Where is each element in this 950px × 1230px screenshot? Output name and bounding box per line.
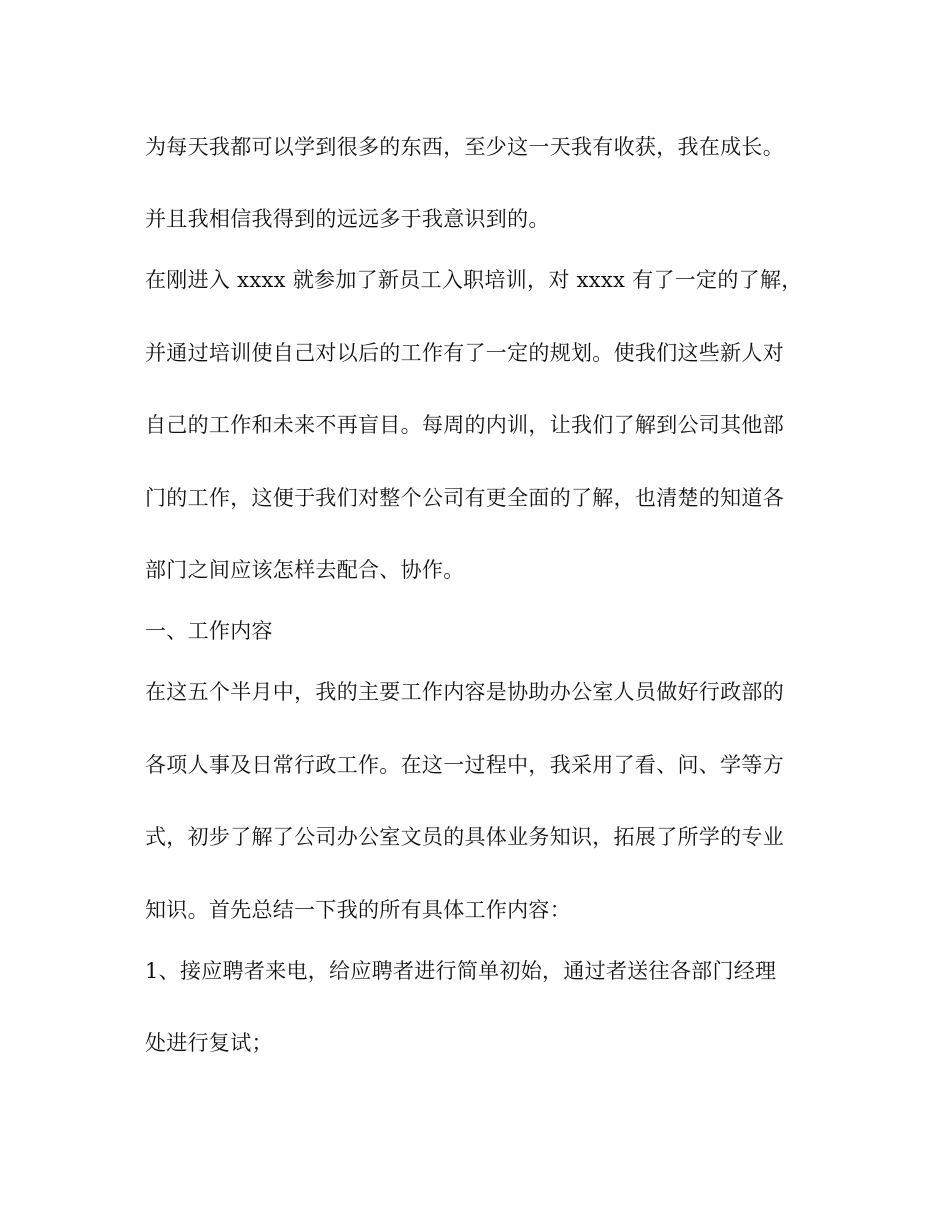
text-line: 并通过培训使自己对以后的工作有了一定的规划。使我们这些新人对 xyxy=(145,341,784,365)
text-line: 各项人事及日常行政工作。在这一过程中，我采用了看、问、学等方 xyxy=(145,753,784,777)
text-line: 在这五个半月中，我的主要工作内容是协助办公室人员做好行政部的 xyxy=(145,680,784,704)
text-line: 知识。首先总结一下我的所有具体工作内容： xyxy=(145,898,571,922)
text-line: 式，初步了解了公司办公室文员的具体业务知识，拓展了所学的专业 xyxy=(145,825,784,849)
text-line: 门的工作，这便于我们对整个公司有更全面的了解，也清楚的知道各 xyxy=(145,486,784,510)
heading-text: 一、工作内容 xyxy=(145,619,273,643)
text-line: 自己的工作和未来不再盲目。每周的内训，让我们了解到公司其他部 xyxy=(145,413,784,437)
text-line: 为每天我都可以学到很多的东西，至少这一天我有收获，我在成长。 xyxy=(145,135,784,159)
text-line: 在刚进入 xxxx 就参加了新员工入职培训，对 xxxx 有了一定的了解， xyxy=(145,268,803,292)
text-line: 1、接应聘者来电，给应聘者进行简单初始，通过者送往各部门经理 xyxy=(145,959,777,983)
text-line: 并且我相信我得到的远远多于我意识到的。 xyxy=(145,207,550,231)
text-line: 部门之间应该怎样去配合、协作。 xyxy=(145,558,465,582)
text-line: 处进行复试； xyxy=(145,1031,273,1055)
